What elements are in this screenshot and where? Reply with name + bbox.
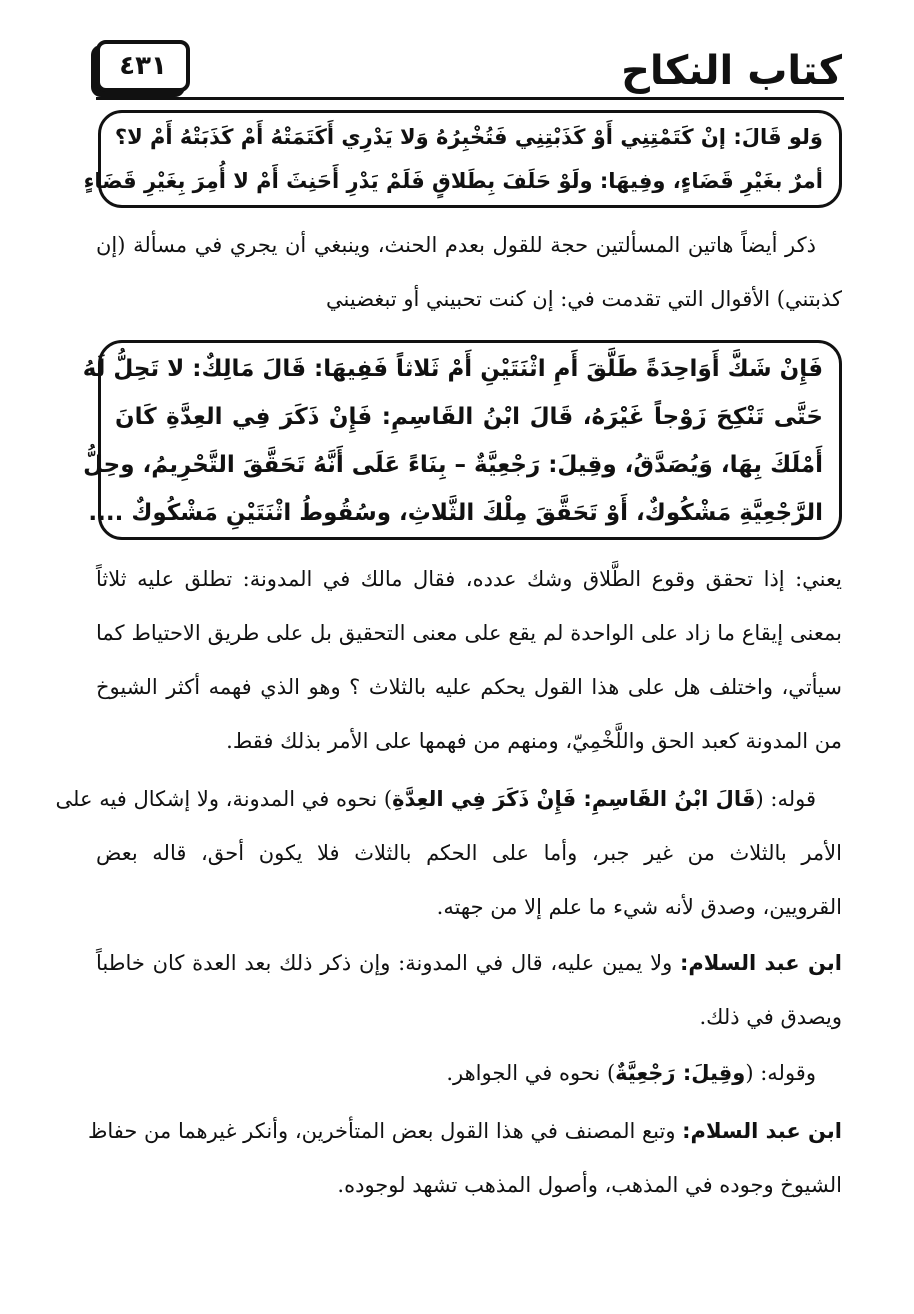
quoted-matn: قَالَ ابْنُ القَاسِمِ: فَإِنْ ذَكَرَ فِي العِدَّةِ: [392, 787, 756, 811]
matn-box-1: [83, 110, 842, 208]
quote-tail: ) نحوه في الجواهر.: [446, 1061, 616, 1085]
text-line: ذكر أيضاً هاتين المسألتين حجة للقول بعدم الحنث، وينبغي أن يجري في مسألة (إن: [96, 233, 816, 257]
book-title: كتاب النكاح: [621, 48, 842, 94]
text-line: [96, 936, 842, 990]
text-line: [87, 1104, 842, 1158]
matn-line: الرَّجْعِيَّةِ مَشْكُوكٌ، أَوْ تَحَقَّقَ مِلْكَ الثَّلاثِ، وسُقُوطُ اثْنَتَيْنِ مَشْكُوكٌ ....: [88, 500, 823, 526]
matn-box-2: [82, 340, 842, 540]
header-divider: [96, 97, 844, 100]
text-line: يعني: إذا تحقق وقوع الطَّلاق وشك عدده، فقال مالك في المدونة: تطلق عليه ثلاثاً: [96, 567, 842, 591]
commentary-paragraph-6: [87, 1104, 842, 1212]
text-line: الأمر بالثلاث من غير جبر، وأما على الحكم بالثلاث فلا يكون أحق، قاله بعض: [96, 841, 842, 865]
page-header: [96, 40, 844, 102]
text-line: القرويين، وصدق لأنه شيء ما علم إلا من جهته.: [436, 895, 842, 919]
quote-tail: ) نحوه في المدونة، ولا إشكال فيه على: [55, 787, 393, 811]
quoted-matn: وقِيلَ: رَجْعِيَّةٌ: [615, 1061, 746, 1085]
text-span: ولا يمين عليه، قال في المدونة: وإن ذكر ذلك بعد العدة كان خاطباً: [96, 951, 680, 975]
text-line: من المدونة كعبد الحق واللَّخْمِيّ، ومنهم من فهمها على الأمر بذلك فقط.: [226, 729, 842, 753]
quote-open: وقوله: (: [745, 1061, 816, 1085]
matn-line: وَلو قَالَ: إنْ كَتَمْتِنِي أَوْ كَذَبْتِنِي فَتُخْبِرُهُ وَلا يَدْرِي أَكَتَمَتْهُ أَمْ كَذَبَتْهُ أَمْ لا؟: [114, 125, 823, 149]
text-line: سيأتي، واختلف هل على هذا القول يحكم عليه بالثلاث ؟ وهو الذي فهمه أكثر الشيوخ: [96, 675, 842, 699]
text-line: بمعنى إيقاع ما زاد على الواحدة لم يقع على معنى التحقيق بل على طريق الاحتياط كما: [96, 621, 842, 645]
quote-open: قوله: (: [755, 787, 816, 811]
commentary-paragraph-4: [96, 936, 842, 1044]
commentary-paragraph-1: [96, 218, 842, 326]
matn-line: أمرٌ بغَيْرِ قَضَاءٍ، وفِيهَا: ولَوْ حَلَفَ بِطَلاقٍ فَلَمْ يَدْرِ أَحَنِثَ أَمْ لا أُمِرَ بِغَيْرِ قَضَاءٍ: [83, 169, 823, 193]
text-span: وتبع المصنف في هذا القول بعض المتأخرين، وأنكر غيرهما من حفاظ: [87, 1119, 683, 1143]
commentary-paragraph-2: [96, 552, 842, 768]
page-number: ٤٣١: [96, 40, 190, 92]
text-line: ويصدق في ذلك.: [699, 1005, 842, 1029]
cited-author: ابن عبد السلام:: [679, 951, 842, 975]
commentary-paragraph-5: [96, 1046, 842, 1100]
cited-author: ابن عبد السلام:: [682, 1119, 842, 1143]
commentary-paragraph-3: [55, 772, 842, 934]
text-line: كذبتني) الأقوال التي تقدمت في: إن كنت تحبيني أو تبغضيني: [326, 287, 842, 311]
text-line: [55, 772, 842, 826]
text-line: [96, 1046, 842, 1100]
text-line: الشيوخ وجوده في المذهب، وأصول المذهب تشهد لوجوده.: [337, 1173, 842, 1197]
matn-line: حَتَّى تَنْكِحَ زَوْجاً غَيْرَهُ، قَالَ ابْنُ القَاسِمِ: فَإِنْ ذَكَرَ فِي العِدَّةِ كَانَ: [115, 404, 823, 430]
matn-line: أَمْلَكَ بِهَا، وَيُصَدَّقُ، وقِيلَ: رَجْعِيَّةٌ – بِنَاءً عَلَى أَنَّهُ تَحَقَّقَ التَّحْرِيمُ، وحِلُّ: [83, 452, 823, 478]
matn-line: فَإِنْ شَكَّ أَوَاحِدَةً طَلَّقَ أَمِ اثْنَتَيْنِ أَمْ ثَلاثاً فَفِيهَا: قَالَ مَالِكٌ: لا تَحِلُّ لَهُ: [82, 356, 823, 382]
